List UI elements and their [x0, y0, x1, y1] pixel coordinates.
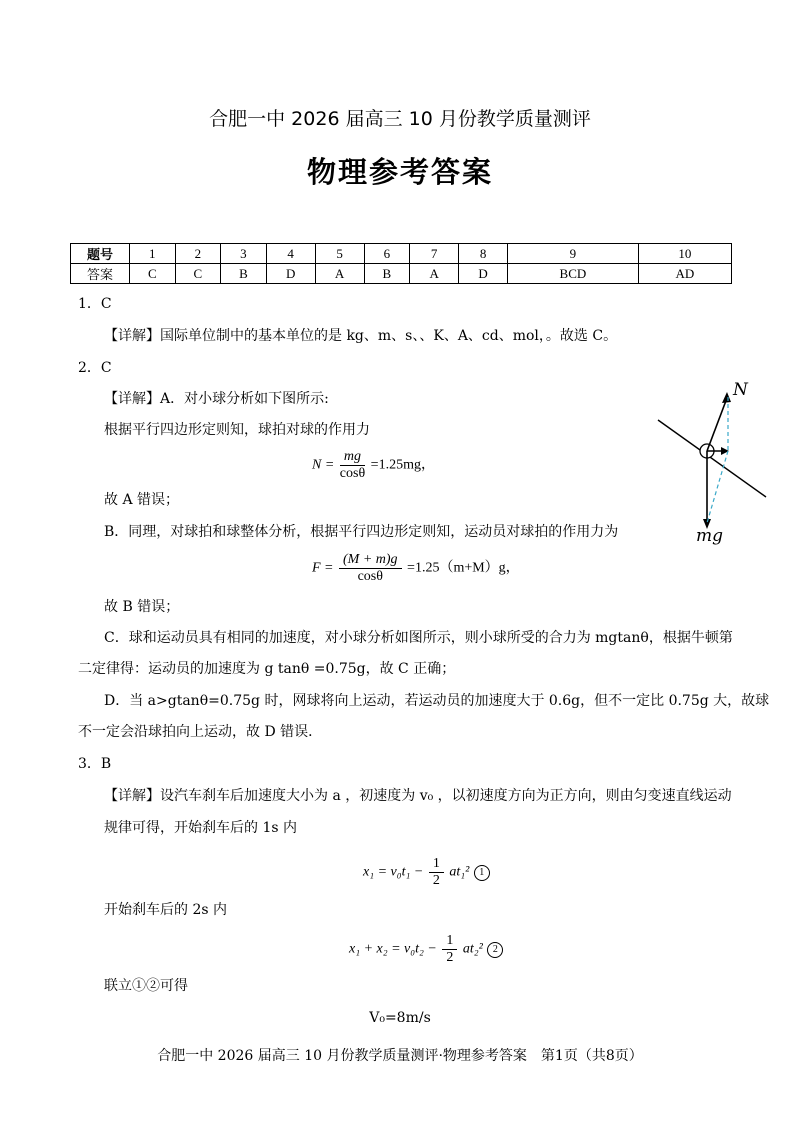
- q3-equation-1: [363, 856, 490, 889]
- eq-left: x₁ + x₂ = v₀t₂ −: [349, 941, 437, 957]
- q2-a-line: 根据平行四边形定则知，球拍对球的作用力: [104, 422, 370, 438]
- eq-right: at₂²: [462, 941, 483, 957]
- q3-heading: 3．B: [78, 756, 112, 772]
- table-cell: 7: [410, 244, 459, 264]
- eq-fraction: [340, 449, 365, 482]
- eq-right: at₁²: [449, 864, 470, 880]
- eq-fraction: [442, 933, 457, 966]
- table-cell: BCD: [508, 264, 639, 284]
- q2-c-line2: 二定律得：运动员的加速度为 g tanθ =0.75g，故 C 正确；: [78, 661, 456, 677]
- eq-rhs: =1.25（m+M）g，: [407, 560, 520, 576]
- q3-line1: 【详解】设汽车刹车后加速度大小为 a ，初速度为 v₀ ，以初速度方向为正方向，则由匀变速直线运动: [104, 788, 732, 804]
- page-footer: 合肥一中 2026 届高三 10 月份教学质量测评·物理参考答案 第1页（共8页）: [157, 1048, 643, 1064]
- answer-table: [70, 243, 732, 284]
- eq-numerator: 1: [429, 856, 444, 873]
- table-row: [71, 244, 732, 264]
- table-cell: D: [266, 264, 315, 284]
- q2-b-line: B．同理，对球拍和球整体分析，根据平行四边形定则知，运动员对球拍的作用力为: [104, 524, 619, 540]
- table-cell: 4: [266, 244, 315, 264]
- label-mg: mg: [696, 526, 724, 546]
- page-title: 合肥一中 2026 届高三 10 月份教学质量测评: [209, 108, 591, 130]
- q2-c-line1: C．球和运动员具有相同的加速度，对小球分析如图所示，则小球所受的合力为 mgtanθ，根据牛顿第: [104, 630, 733, 646]
- q2-b-conclusion: 故 B 错误；: [104, 599, 180, 615]
- page-subtitle: 物理参考答案: [306, 155, 493, 189]
- q2-a-intro: 【详解】A．对小球分析如下图所示:: [104, 391, 329, 407]
- eq-denominator: cosθ: [357, 569, 383, 584]
- q1-heading: 1．C: [78, 296, 112, 312]
- table-cell: C: [175, 264, 221, 284]
- eq-numerator: mg: [340, 449, 365, 466]
- q2-equation-n: [312, 449, 435, 482]
- q1-detail: 【详解】国际单位制中的基本单位的是 kg、m、s、、K、A、cd、mol，。故选 C。: [104, 328, 618, 344]
- q2-heading: 2．C: [78, 360, 112, 376]
- table-cell: AD: [638, 264, 731, 284]
- q3-line2: 规律可得，开始刹车后的 1s 内: [104, 820, 297, 836]
- arrow-head-icon: [722, 392, 731, 403]
- table-cell: 3: [221, 244, 267, 264]
- table-cell: 1: [130, 244, 176, 264]
- q2-a-conclusion: 故 A 错误；: [104, 492, 180, 508]
- q2-d-line1: D．当 a>gtanθ=0.75g 时，网球将向上运动，若运动员的加速度大于 0.6g，但不一定比 0.75g 大，故球: [104, 693, 770, 709]
- table-cell: C: [130, 264, 176, 284]
- table-row-label: 题号: [71, 244, 130, 264]
- eq-lhs: N =: [312, 457, 335, 473]
- force-diagram: [648, 375, 778, 555]
- equation-marker: 1: [474, 865, 490, 881]
- eq-denominator: 2: [446, 950, 454, 965]
- table-cell: 5: [315, 244, 364, 264]
- table-row-label: 答案: [71, 264, 130, 284]
- label-n: N: [733, 380, 748, 400]
- q2-d-line2: 不一定会沿球拍向上运动，故 D 错误．: [78, 724, 323, 740]
- racket-line: [658, 420, 766, 497]
- eq-fraction: [339, 552, 402, 585]
- eq-numerator: 1: [442, 933, 457, 950]
- eq-denominator: cosθ: [339, 466, 366, 481]
- table-cell: 8: [459, 244, 508, 264]
- normal-force-arrow: [707, 398, 727, 451]
- q3-line3: 开始刹车后的 2s 内: [104, 902, 227, 918]
- q3-line4: 联立①②可得: [104, 978, 188, 994]
- eq-rhs: =1.25mg，: [370, 457, 435, 473]
- equation-marker: 2: [487, 942, 503, 958]
- eq-denominator: 2: [432, 873, 440, 888]
- q3-result: V₀=8m/s: [369, 1010, 431, 1026]
- q3-equation-2: [349, 933, 503, 966]
- table-cell: 6: [364, 244, 410, 264]
- table-cell: B: [221, 264, 267, 284]
- eq-fraction: [429, 856, 444, 889]
- table-cell: 9: [508, 244, 639, 264]
- table-cell: A: [315, 264, 364, 284]
- table-cell: A: [410, 264, 459, 284]
- eq-numerator: (M + m)g: [339, 552, 402, 569]
- table-cell: 2: [175, 244, 221, 264]
- eq-left: x₁ = v₀t₁ −: [363, 864, 424, 880]
- eq-lhs: F =: [312, 560, 334, 576]
- table-cell: B: [364, 264, 410, 284]
- table-cell: 10: [638, 244, 731, 264]
- table-cell: D: [459, 264, 508, 284]
- q2-equation-f: [312, 552, 520, 585]
- table-row: [71, 264, 732, 284]
